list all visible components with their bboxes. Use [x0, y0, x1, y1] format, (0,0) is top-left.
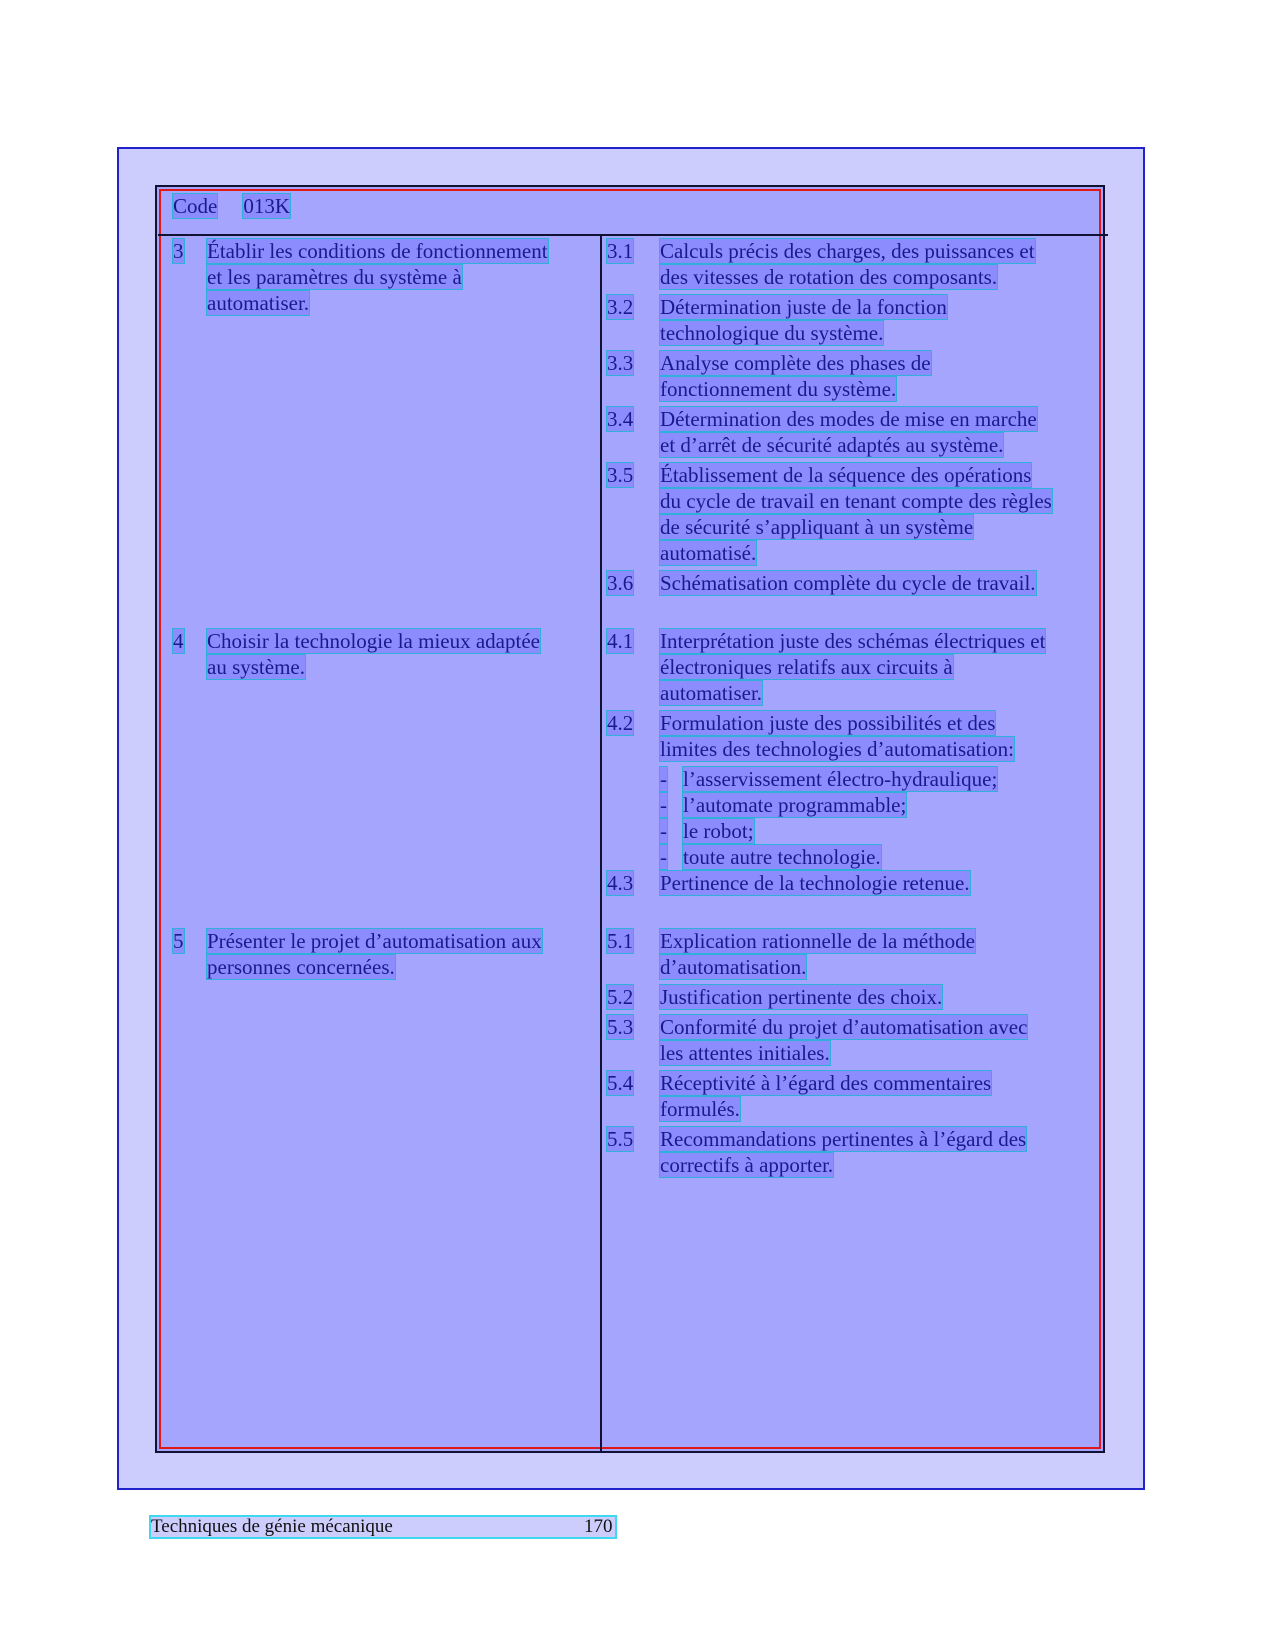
criterion-line: correctifs à apporter. — [660, 1153, 834, 1177]
element-number: 5 — [173, 929, 184, 953]
criterion-line: technologique du système. — [660, 321, 884, 345]
criterion-line: du cycle de travail en tenant compte des règles — [660, 489, 1052, 513]
criterion-number: 4.2 — [607, 711, 634, 735]
page-number: 170 — [584, 1516, 613, 1537]
bullet-mark: - — [660, 819, 667, 843]
criterion-line: de sécurité s’appliquant à un système — [660, 515, 974, 539]
criterion-number: 3.1 — [607, 239, 634, 263]
bullet-mark: - — [660, 793, 667, 817]
criterion-line: formulés. — [660, 1097, 740, 1121]
criterion-line: Analyse complète des phases de — [660, 351, 931, 375]
criterion-line: électroniques relatifs aux circuits à — [660, 655, 953, 679]
criterion-line: automatiser. — [660, 681, 763, 705]
criterion-line: automatisé. — [660, 541, 757, 565]
criterion-line: Formulation juste des possibilités et des — [660, 711, 996, 735]
criterion-number: 5.1 — [607, 929, 634, 953]
criterion-line: Pertinence de la technologie retenue. — [660, 871, 970, 895]
criterion-line: Interprétation juste des schémas électriques et — [660, 629, 1046, 653]
criterion-line: Détermination des modes de mise en marche — [660, 407, 1037, 431]
criterion-line: Calculs précis des charges, des puissances et — [660, 239, 1035, 263]
criterion-line: d’automatisation. — [660, 955, 807, 979]
criterion-line: Conformité du projet d’automatisation avec — [660, 1015, 1028, 1039]
element-line: Présenter le projet d’automatisation aux — [207, 929, 542, 953]
bullet-item: le robot; — [683, 819, 754, 843]
code-label: Code — [173, 194, 218, 218]
bullet-mark: - — [660, 845, 667, 869]
criterion-line: Réceptivité à l’égard des commentaires — [660, 1071, 992, 1095]
criterion-line: limites des technologies d’automatisation: — [660, 737, 1015, 761]
code-value: 013K — [243, 194, 290, 218]
criterion-line: les attentes initiales. — [660, 1041, 830, 1065]
criterion-number: 3.2 — [607, 295, 634, 319]
criterion-number: 3.4 — [607, 407, 634, 431]
criterion-line: et d’arrêt de sécurité adaptés au système. — [660, 433, 1004, 457]
header-rule — [158, 234, 1108, 236]
criterion-line: Détermination juste de la fonction — [660, 295, 947, 319]
page-footer — [151, 1517, 615, 1537]
criterion-line: Recommandations pertinentes à l’égard des — [660, 1127, 1027, 1151]
bullet-item: l’asservissement électro-hydraulique; — [683, 767, 998, 791]
bullet-item: toute autre technologie. — [683, 845, 881, 869]
criterion-number: 4.3 — [607, 871, 634, 895]
bullet-item: l’automate programmable; — [683, 793, 907, 817]
element-number: 3 — [173, 239, 184, 263]
criterion-line: des vitesses de rotation des composants. — [660, 265, 998, 289]
criterion-number: 5.5 — [607, 1127, 634, 1151]
criterion-line: Schématisation complète du cycle de travail. — [660, 571, 1036, 595]
element-line: et les paramètres du système à — [207, 265, 462, 289]
footer-title: Techniques de génie mécanique — [151, 1516, 393, 1537]
element-line: personnes concernées. — [207, 955, 395, 979]
bullet-mark: - — [660, 767, 667, 791]
element-line: au système. — [207, 655, 305, 679]
criterion-line: Justification pertinente des choix. — [660, 985, 943, 1009]
column-divider — [600, 236, 602, 1451]
element-line: automatiser. — [207, 291, 310, 315]
criterion-number: 3.6 — [607, 571, 634, 595]
criterion-line: Établissement de la séquence des opérations — [660, 463, 1032, 487]
code-row — [173, 193, 290, 219]
element-line: Établir les conditions de fonctionnement — [207, 239, 548, 263]
criterion-number: 3.3 — [607, 351, 634, 375]
criterion-number: 5.3 — [607, 1015, 634, 1039]
criterion-number: 4.1 — [607, 629, 634, 653]
element-number: 4 — [173, 629, 184, 653]
criterion-line: Explication rationnelle de la méthode — [660, 929, 975, 953]
element-line: Choisir la technologie la mieux adaptée — [207, 629, 540, 653]
criterion-number: 3.5 — [607, 463, 634, 487]
criterion-number: 5.4 — [607, 1071, 634, 1095]
criterion-line: fonctionnement du système. — [660, 377, 897, 401]
criterion-number: 5.2 — [607, 985, 634, 1009]
